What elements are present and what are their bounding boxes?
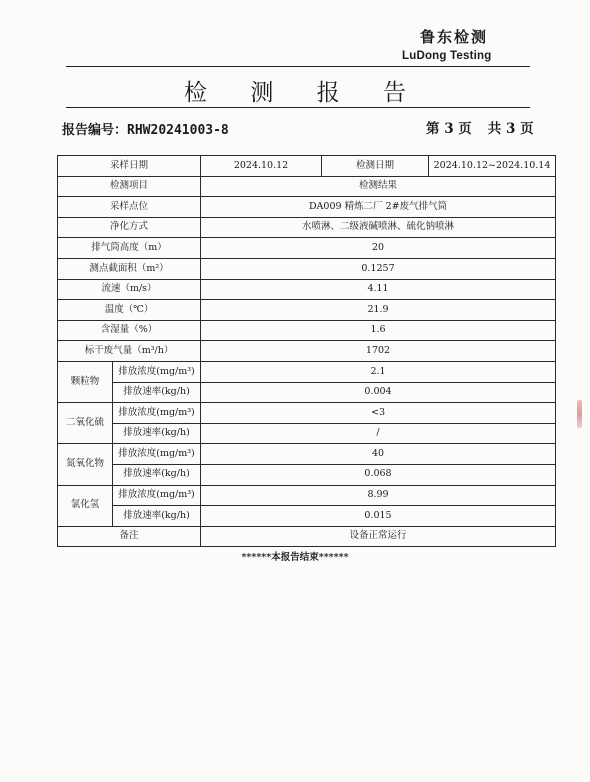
sampling-date-label: 采样日期 (58, 156, 201, 177)
concentration-value: <3 (201, 403, 556, 424)
item-header: 检测项目 (58, 176, 201, 197)
brand-name-cn: 鲁东检测 (420, 28, 489, 46)
row-value: 水喷淋、二级液碱喷淋、硫化钠喷淋 (201, 217, 556, 238)
stamp-edge-mark (577, 400, 582, 428)
emission-rate-label: 排放速率(kg/h) (113, 382, 201, 403)
result-header: 检测结果 (201, 176, 556, 197)
table-row (58, 156, 556, 177)
table-row (58, 238, 556, 259)
report-end-note: ******本报告结束****** (241, 552, 349, 563)
concentration-value: 40 (201, 444, 556, 465)
row-label: 排气筒高度（m） (58, 238, 201, 259)
table-row (58, 464, 556, 485)
table-row (58, 444, 556, 465)
row-label: 标干废气量（m³/h） (58, 341, 201, 362)
table-row (58, 423, 556, 444)
row-value: 21.9 (201, 300, 556, 321)
pollutant-name: 氯化氢 (58, 485, 113, 526)
table-row (58, 361, 556, 382)
table-row (58, 258, 556, 279)
page-current: 第 3 页 (426, 121, 472, 137)
table-row (58, 217, 556, 238)
page-info (426, 117, 534, 137)
report-number-label: 报告编号： (62, 123, 128, 138)
pollutant-name: 颗粒物 (58, 361, 113, 402)
table-row (58, 485, 556, 506)
emission-rate-value: / (201, 423, 556, 444)
row-value: 20 (201, 238, 556, 259)
row-value: DA009 精炼二厂 2#废气排气筒 (201, 197, 556, 218)
row-value: 1.6 (201, 320, 556, 341)
row-label: 测点截面积（m²） (58, 258, 201, 279)
emission-rate-value: 0.004 (201, 382, 556, 403)
table-row (58, 341, 556, 362)
emission-rate-value: 0.068 (201, 464, 556, 485)
concentration-value: 2.1 (201, 361, 556, 382)
table-row (58, 382, 556, 403)
pollutant-name: 氮氧化物 (58, 444, 113, 485)
row-value: 1702 (201, 341, 556, 362)
testing-date-label: 检测日期 (322, 156, 429, 177)
report-title: 检 测 报 告 (184, 80, 424, 106)
row-label: 流速（m/s） (58, 279, 201, 300)
report-number-value: RHW20241003-8 (127, 123, 229, 138)
table-row (58, 320, 556, 341)
title-divider (66, 107, 530, 108)
row-value: 0.1257 (201, 258, 556, 279)
row-label: 净化方式 (58, 217, 201, 238)
row-label: 含湿量（%） (58, 320, 201, 341)
report-number (62, 119, 229, 138)
emission-rate-label: 排放速率(kg/h) (113, 423, 201, 444)
concentration-label: 排放浓度(mg/m³) (113, 485, 201, 506)
table-row (58, 300, 556, 321)
concentration-label: 排放浓度(mg/m³) (113, 403, 201, 424)
concentration-value: 8.99 (201, 485, 556, 506)
emission-rate-value: 0.015 (201, 506, 556, 527)
pollutant-name: 二氧化硫 (58, 403, 113, 444)
remark-label: 备注 (58, 526, 201, 547)
test-results-table (57, 155, 556, 547)
concentration-label: 排放浓度(mg/m³) (113, 361, 201, 382)
row-value: 4.11 (201, 279, 556, 300)
table-row (58, 176, 556, 197)
row-label: 采样点位 (58, 197, 201, 218)
concentration-label: 排放浓度(mg/m³) (113, 444, 201, 465)
row-label: 温度（℃） (58, 300, 201, 321)
page-total: 共 3 页 (487, 121, 534, 137)
table-row (58, 506, 556, 527)
table-row (58, 197, 556, 218)
table-row (58, 526, 556, 547)
emission-rate-label: 排放速率(kg/h) (113, 506, 201, 527)
brand-name-en: LuDong Testing (402, 50, 492, 62)
emission-rate-label: 排放速率(kg/h) (113, 464, 201, 485)
remark-value: 设备正常运行 (201, 526, 556, 547)
sampling-date-value: 2024.10.12 (201, 156, 322, 177)
table-row (58, 403, 556, 424)
testing-date-value: 2024.10.12~2024.10.14 (429, 156, 556, 177)
header-divider (66, 66, 530, 67)
table-row (58, 279, 556, 300)
